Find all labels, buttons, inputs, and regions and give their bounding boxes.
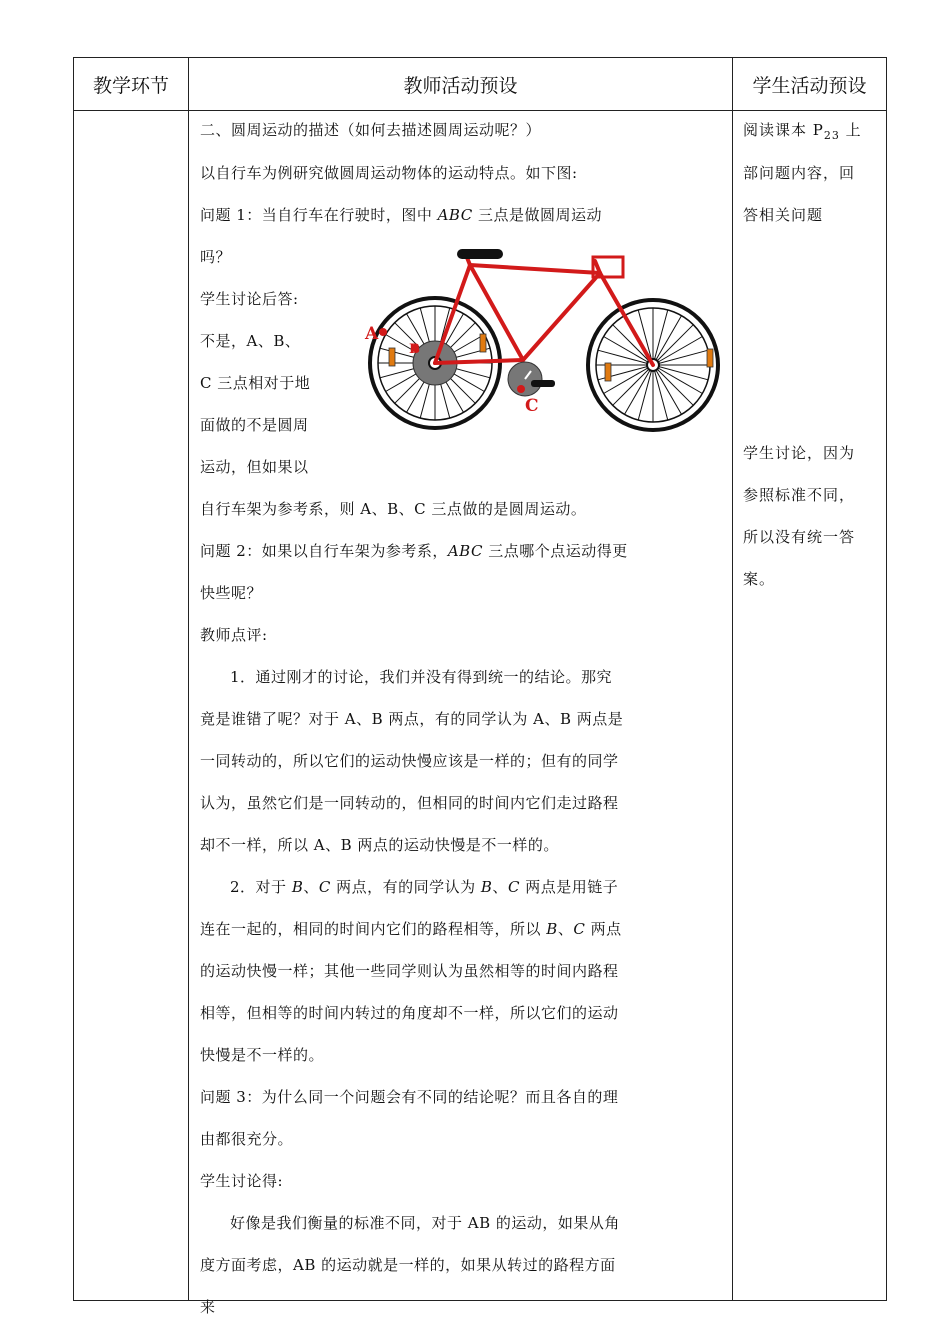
discussion-line-4: 面做的不是圆周 [200,416,309,434]
discussion-line-1: 学生讨论后答: [200,290,299,308]
comment-2-line-4: 相等，但相等的时间内转过的角度却不一样，所以它们的运动 [200,1004,619,1022]
spoke [638,310,653,365]
bicycle-figure [365,243,735,433]
teacher-comment-heading: 教师点评: [200,626,268,644]
c2-post: 两点是用链子 [519,878,619,896]
question-3-line-2: 由都很充分。 [200,1130,294,1148]
student-discussion-line-2: 参照标准不同， [743,486,856,504]
c2b-text: 连在一起的，相同的时间内它们的路程相等，所以 [200,920,547,938]
question-2-line-2: 快些呢？ [200,584,263,602]
discussion-line-6: 自行车架为参考系，则 A、B、C 三点做的是圆周运动。 [200,500,587,518]
c2-c: C [318,878,331,896]
spoke [653,350,708,365]
comment-2-line-1 [200,866,724,908]
spoke [653,365,668,420]
header-teaching-stage: 教学环节 [74,58,189,111]
q2-text-2: 三点哪个点运动得更 [482,542,628,560]
conclusion-line-3-cut: 来 [200,1298,216,1316]
q2-abc: ABC [447,542,483,560]
comment-1-line-2: 竟是谁错了呢？对于 A、B 两点，有的同学认为 A、B 两点是 [200,710,624,728]
student-conclusion-heading: 学生讨论得: [200,1172,284,1190]
question-3-line-1: 问题 3：为什么同一个问题会有不同的结论呢？而且各自的理 [200,1088,619,1106]
section-heading: 二、圆周运动的描述（如何去描述圆周运动呢？） [200,121,542,139]
q1-abc: ABC [437,206,473,224]
spacer [743,236,880,432]
spoke [653,365,708,380]
conclusion-line-1: 好像是我们衡量的标准不同，对于 AB 的运动，如果从角 [230,1214,620,1232]
conclusion-line-2: 度方面考虑，AB 的运动就是一样的，如果从转过的路程方面 [200,1256,616,1274]
student-task-line-1 [743,117,880,152]
c2b-c: C [573,920,586,938]
comment-1-line-3: 一同转动的，所以它们的运动快慢应该是一样的；但有的同学 [200,752,619,770]
comment-2-line-3: 的运动快慢一样；其他一些同学则认为虽然相等的时间内路程 [200,962,619,980]
c2-c2: C [507,878,520,896]
discussion-line-3: C 三点相对于地 [200,374,311,392]
task-text: 阅读课本 P [743,121,824,139]
table-header-row [74,58,887,111]
teaching-stage-cell [74,111,189,1301]
intro-line: 以自行车为例研究做圆周运动物体的运动特点。如下图: [200,164,578,182]
chainring [508,362,555,396]
student-discussion-line-1: 学生讨论，因为 [743,444,856,462]
student-discussion-line-3: 所以没有统一答 [743,528,856,546]
spoke [638,365,653,420]
question-1-line-1 [200,194,724,236]
question-2-line-1 [200,530,724,572]
label-c: C [525,396,539,416]
discussion-line-5: 运动，但如果以 [200,458,309,476]
spoke [653,310,668,365]
header-teacher-activity: 教师活动预设 [189,58,733,111]
student-task-line-3: 答相关问题 [743,206,824,224]
q1-text-2: 三点是做圆周运动 [472,206,602,224]
comment-2-line-2 [200,908,724,950]
bike-frame [435,255,653,365]
c2-sep: 、 [303,878,319,896]
comment-1-line-1: 1．通过刚才的讨论，我们并没有得到统一的结论。那究 [230,668,613,686]
c2-mid: 两点，有的同学认为 [330,878,481,896]
header-student-activity: 学生活动预设 [733,58,887,111]
c2-sep2: 、 [492,878,508,896]
page-subscript: 23 [823,129,840,142]
q1-text: 问题 1：当自行车在行驶时，图中 [200,206,438,224]
student-task-line-2: 部问题内容，回 [743,164,856,182]
discussion-line-2: 不是，A、B、 [200,332,301,350]
c2-text: 2．对于 [230,878,292,896]
q2-text: 问题 2：如果以自行车架为参考系， [200,542,448,560]
c2-b2: B [480,878,493,896]
question-1-line-2: 吗？ [200,248,232,266]
comment-2-line-5: 快慢是不一样的。 [200,1046,325,1064]
comment-1-line-4: 认为，虽然它们是一同转动的，但相同的时间内它们走过路程 [200,794,619,812]
label-a: A [365,324,379,344]
c2b-b: B [546,920,558,938]
student-discussion-line-4: 案。 [743,570,776,588]
bike-seat [457,249,503,259]
c2b-sep: 、 [557,920,574,938]
task-text-2: 上 [839,121,862,139]
label-b: B [409,342,420,357]
c2b-post: 两点 [585,920,622,938]
c2-b: B [291,878,304,896]
comment-1-line-5: 却不一样，所以 A、B 两点的运动快慢是不一样的。 [200,836,559,854]
student-activity-cell [733,111,887,1301]
